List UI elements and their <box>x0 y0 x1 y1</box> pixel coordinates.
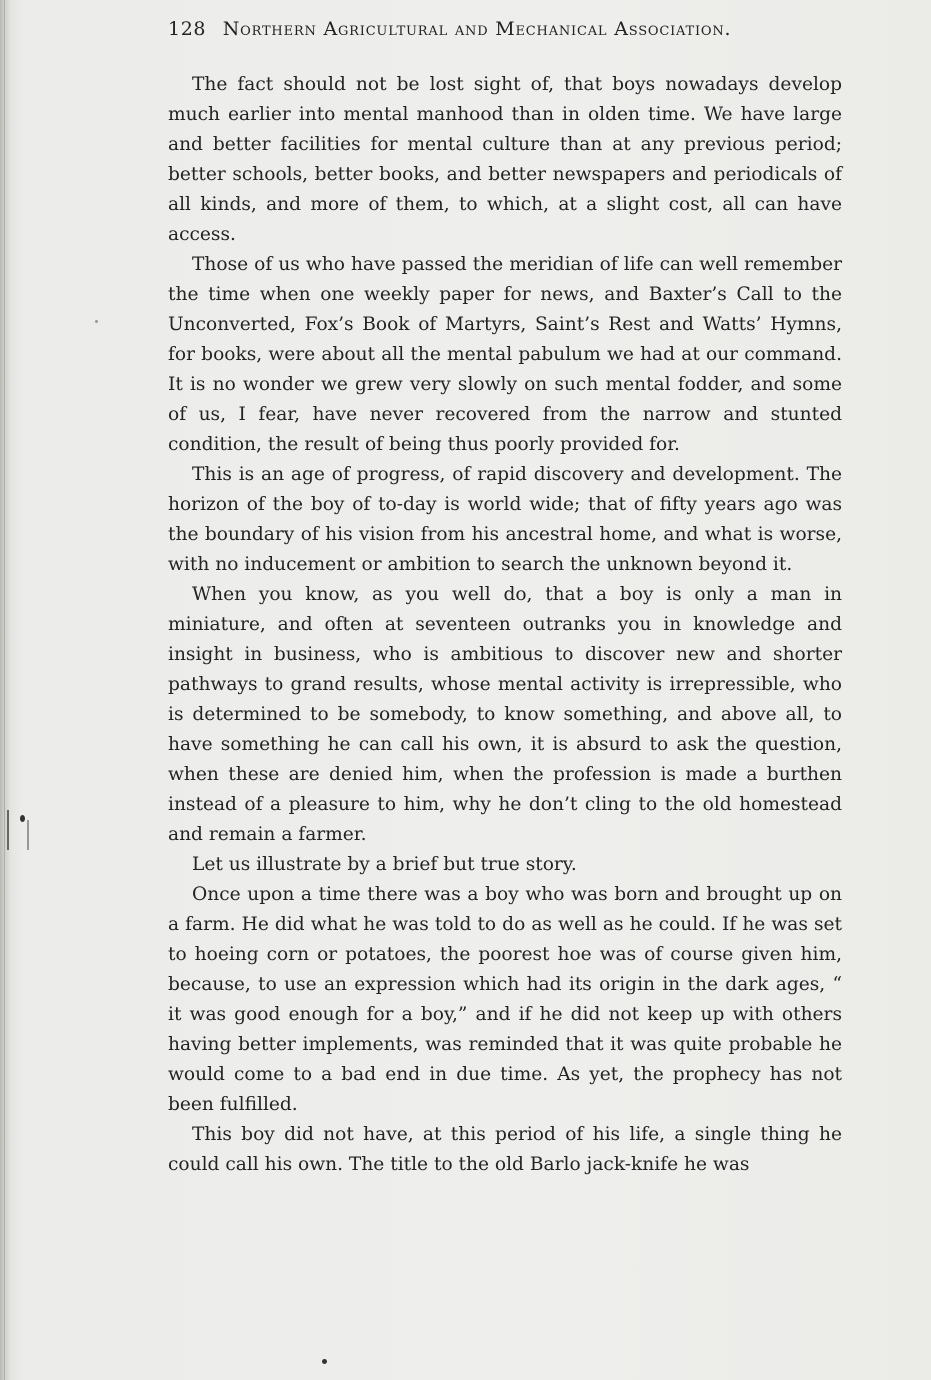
binding-line <box>4 0 5 1380</box>
paragraph: Those of us who have passed the meridian of life can well remember the time when one weekly paper for news, and Baxter’s Call to the Unconverted, Fox’s Book of Martyrs, Saint’s Rest and Watts’ Hymns, for books, were about all the mental pabulum we had at our command. It is no wonder we grew very slowly on such mental fodder, and some of us, I fear, have never recovered from the narrow and stunted condition, the result of being thus poorly provided for. <box>168 254 842 455</box>
ink-speck <box>322 1359 327 1364</box>
paragraph: Once upon a time there was a boy who was born and brought up on a farm. He did what he was told to do as well as he could. If he was set to hoeing corn or potatoes, the poorest hoe was of course given him, because, to use an expression which had its origin in the dark ages, “ it was good enough for a boy,” and if he did not keep up with others having better implements, was reminded that it was quite probable he would come to a bad end in due time. As yet, the prophecy has not been fulfilled. <box>168 884 842 1115</box>
paragraph: This boy did not have, at this period of his life, a single thing he could call his own. The title to the old Barlo jack-knife he was <box>168 1124 842 1175</box>
margin-mark <box>7 810 9 850</box>
running-title: Northern Agricultural and Mechanical Association. <box>222 18 732 40</box>
ink-speck <box>95 320 98 323</box>
body-text <box>168 70 842 1180</box>
paragraph: The fact should not be lost sight of, that boys nowadays develop much earlier into mental manhood than in olden time. We have large and better facilities for mental culture than at any previous period; better schools, better books, and better newspapers and periodicals of all kinds, and more of them, to which, at a slight cost, all can have access. <box>168 74 842 245</box>
binding-edge <box>0 0 10 1380</box>
paragraph: This is an age of progress, of rapid discovery and development. The horizon of the boy of to-day is world wide; that of fifty years ago was the boundary of his vision from his ancestral home, and what is worse, with no inducement or ambition to search the unknown beyond it. <box>168 464 842 575</box>
running-header <box>168 18 848 40</box>
paragraph: Let us illustrate by a brief but true story. <box>192 854 577 875</box>
margin-mark <box>27 820 29 850</box>
page-number: 128 <box>168 18 207 40</box>
paragraph: When you know, as you well do, that a boy is only a man in miniature, and often at seventeen outranks you in knowledge and insight in business, who is ambitious to discover new and shorter pathways to grand results, whose mental activity is irrepressible, who is determined to be somebody, to know something, and above all, to have something he can call his own, it is absurd to ask the question, when these are denied him, when the profession is made a burthen instead of a pleasure to him, why he don’t cling to the old homestead and remain a farmer. <box>168 584 842 845</box>
ink-speck <box>20 815 25 822</box>
